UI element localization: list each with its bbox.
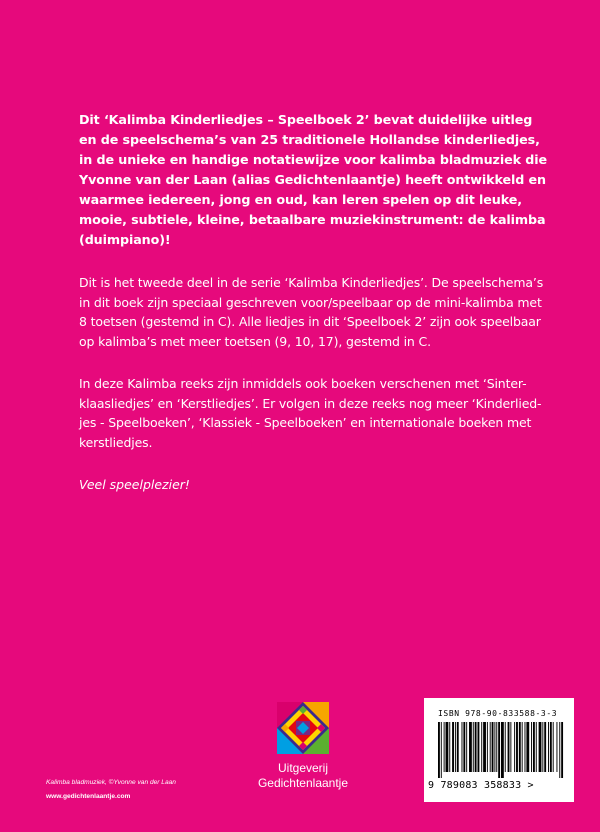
- publisher-name-line1: Uitgeverij: [277, 761, 328, 775]
- publisher-name: [242, 761, 364, 791]
- publisher-block: [242, 702, 364, 791]
- barcode-digits: 9 789083 358833 >: [428, 780, 534, 791]
- barcode-bars: [438, 722, 564, 778]
- publisher-name-line2: Gedichtenlaantje: [257, 776, 349, 790]
- intro-paragraph: Dit ‘Kalimba Kinderliedjes – Speelboek 2’ bevat duidelijke uitleg en de speelschema’s van 25 traditionele Hollandse kinderliedjes, in de unieke en handige notatiewijze voor kalimba bladmuziek die Yvonne van der Laan (alias Gedichtenlaantje) heeft ontwikkeld en waarmee iedereen, jong en oud, kan leren spelen op dit leuke, mooie, subtiele, kleine, betaalbare muziekinstrument: de kalimba (duimpiano)!: [79, 112, 547, 247]
- publisher-logo-icon: [277, 702, 329, 754]
- copyright-credit: [46, 776, 176, 804]
- barcode: [424, 698, 574, 802]
- closing-line: Veel speelplezier!: [79, 477, 190, 492]
- series-paragraph: Dit is het tweede deel in de serie ‘Kalimba Kinderliedjes’. De speelschema’s in dit boek zijn speciaal geschreven voor/speelbaar op de mini-kalimba met 8 toetsen (gestemd in C). Alle liedjes in dit ‘Speelboek 2’ zijn ook speelbaar op kalimba’s met meer toetsen (9, 10, 17), gestemd in C.: [79, 275, 544, 349]
- isbn-label: ISBN 978-90-833588-3-3: [438, 709, 558, 718]
- copyright-line: Kalimba bladmuziek, ©Yvonne van der Laan: [46, 779, 176, 786]
- other-books-paragraph: In deze Kalimba reeks zijn inmiddels ook boeken verschenen met ‘Sinter-klaasliedjes’ en ‘Kerstliedjes’. Er volgen in deze reeks nog meer ‘Kinderlied-jes - Speelboeken’, ‘Klassiek - Speelboeken’ en internationale boeken met kerstliedjes.: [79, 376, 542, 450]
- back-cover-text: [79, 110, 549, 495]
- website-url: www.gedichtenlaantje.com: [46, 793, 131, 800]
